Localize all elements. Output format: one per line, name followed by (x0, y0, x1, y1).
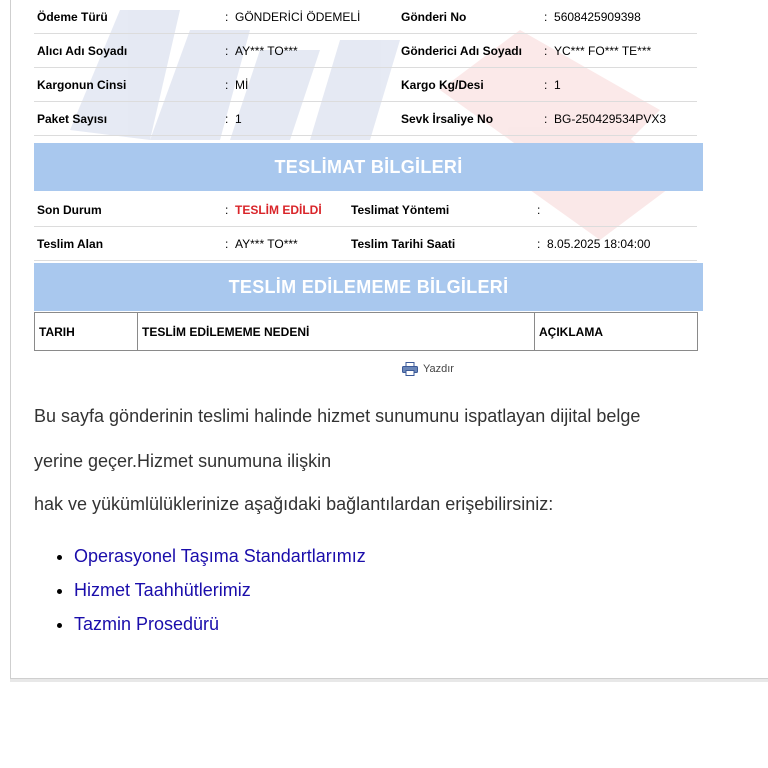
table-header-row (35, 313, 698, 351)
cargo-type-label: Kargonun Cinsi (34, 68, 222, 102)
payment-type-value: : GÖNDERİCİ ÖDEMELİ (222, 0, 398, 34)
delivery-method-label: Teslimat Yöntemi (348, 193, 534, 227)
table-row (34, 0, 697, 34)
table-row (34, 227, 697, 261)
waybill-no-label: Sevk İrsaliye No (398, 102, 541, 136)
received-by-value: : AY*** TO*** (222, 227, 348, 261)
sender-name-value: : YC*** FO*** TE*** (541, 34, 697, 68)
payment-type-label: Ödeme Türü (34, 0, 222, 34)
column-header-description: AÇIKLAMA (535, 313, 698, 351)
cargo-weight-value: : 1 (541, 68, 697, 102)
sender-name-label: Gönderici Adı Soyadı (398, 34, 541, 68)
waybill-no-value: : BG-250429534PVX3 (541, 102, 697, 136)
table-row (34, 193, 697, 227)
info-paragraph-line-2: yerine geçer.Hizmet sunumuna ilişkin (34, 451, 332, 471)
delivery-info-header: TESLİMAT BİLGİLERİ (34, 143, 703, 191)
delivery-date-label: Teslim Tarihi Saati (348, 227, 534, 261)
link-service-commitments[interactable]: • Hizmet Taahhütlerimiz (74, 576, 366, 610)
nondelivery-table (34, 312, 698, 351)
links-list (34, 542, 366, 644)
delivery-date-value: : 8.05.2025 18:04:00 (534, 227, 697, 261)
receiver-name-label: Alıcı Adı Soyadı (34, 34, 222, 68)
print-link[interactable] (402, 362, 454, 376)
shipment-info-table (34, 0, 697, 136)
frame-bottom-shadow (10, 679, 768, 682)
table-row (34, 102, 697, 136)
table-row (34, 34, 697, 68)
shipment-no-value: : 5608425909398 (541, 0, 697, 34)
received-by-label: Teslim Alan (34, 227, 222, 261)
printer-icon (402, 362, 418, 376)
column-header-reason: TESLİM EDİLEMEME NEDENİ (138, 313, 535, 351)
status-badge: TESLİM EDİLDİ (235, 202, 322, 217)
package-count-value: : 1 (222, 102, 398, 136)
link-operational-standards[interactable]: • Operasyonel Taşıma Standartlarımız (74, 542, 366, 576)
info-paragraph-line-3: hak ve yükümlülüklerinize aşağıdaki bağlantılardan erişebilirsiniz: (34, 494, 554, 514)
table-row (34, 68, 697, 102)
cargo-weight-label: Kargo Kg/Desi (398, 68, 541, 102)
status-label: Son Durum (34, 193, 222, 227)
print-label: Yazdır (423, 363, 454, 375)
package-count-label: Paket Sayısı (34, 102, 222, 136)
column-header-date: TARIH (35, 313, 138, 351)
status-value: : TESLİM EDİLDİ (222, 193, 348, 227)
cargo-type-value: : Mİ (222, 68, 398, 102)
link-compensation-procedure[interactable]: • Tazmin Prosedürü (74, 610, 366, 644)
nondelivery-info-header: TESLİM EDİLEMEME BİLGİLERİ (34, 263, 703, 311)
shipment-no-label: Gönderi No (398, 0, 541, 34)
delivery-info-table (34, 193, 697, 261)
receiver-name-value: : AY*** TO*** (222, 34, 398, 68)
info-paragraph-line-1: Bu sayfa gönderinin teslimi halinde hizmet sunumunu ispatlayan dijital belge (34, 406, 641, 426)
delivery-method-value: : (534, 193, 697, 227)
